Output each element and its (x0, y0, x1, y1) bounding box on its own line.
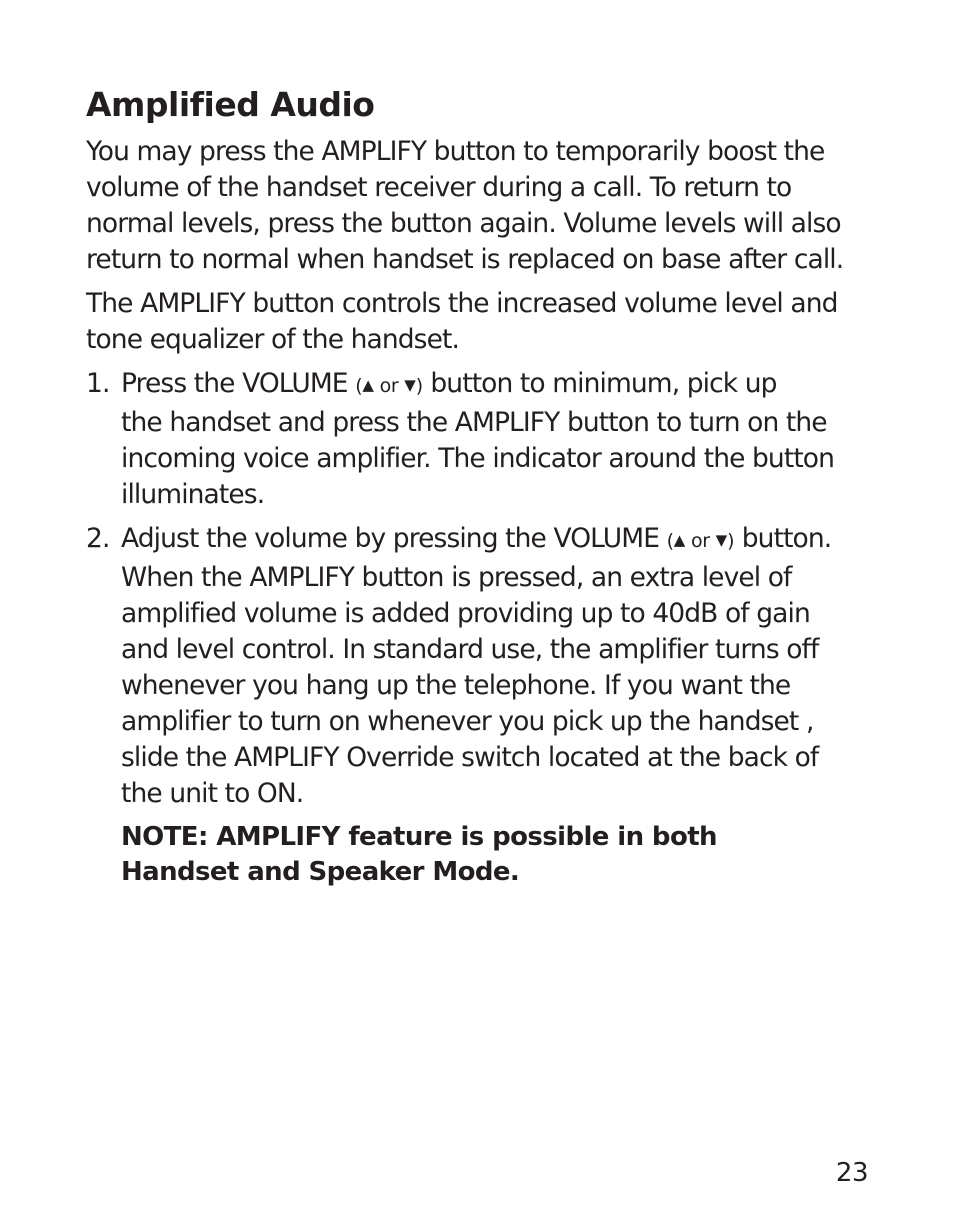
text-line: the unit to ON. (121, 778, 304, 809)
text-line: You may press the AMPLIFY button to temporarily boost the (86, 136, 825, 167)
steps-list (86, 366, 886, 812)
page-number: 23 (835, 1158, 868, 1188)
text-line: whenever you hang up the telephone. If you want the (121, 670, 791, 701)
text-line: and level control. In standard use, the amplifier turns off (121, 634, 819, 665)
text-line: the handset and press the AMPLIFY button to turn on the (121, 407, 827, 438)
volume-keys-hint: (▲ or ▼) (355, 375, 423, 397)
text-line: amplifier to turn on whenever you pick up the handset , (121, 706, 814, 737)
amplify-description-paragraph (86, 286, 886, 358)
text-line: Handset and Speaker Mode. (121, 857, 520, 887)
text-line: return to normal when handset is replaced on base after call. (86, 244, 844, 275)
up-arrow-icon: ▲ (362, 376, 374, 394)
text-line: illuminates. (121, 479, 265, 510)
text-line: The AMPLIFY button controls the increased volume level and (86, 288, 838, 319)
down-arrow-icon: ▼ (715, 531, 728, 549)
text-line: Adjust the volume by pressing the VOLUME (▲ or ▼) button. (121, 523, 832, 554)
section-heading: Amplified Audio (86, 85, 375, 124)
up-arrow-icon: ▲ (673, 531, 686, 549)
text-line: normal levels, press the button again. Volume levels will also (86, 208, 841, 239)
intro-paragraph (86, 134, 886, 278)
text-line: volume of the handset receiver during a call. To return to (86, 172, 792, 203)
text-line: When the AMPLIFY button is pressed, an extra level of (121, 562, 792, 593)
text-line: Press the VOLUME (▲ or ▼) button to minimum, pick up (121, 368, 777, 399)
text-line: incoming voice amplifier. The indicator around the button (121, 443, 835, 474)
manual-page (86, 84, 886, 890)
down-arrow-icon: ▼ (404, 376, 416, 394)
text-line: NOTE: AMPLIFY feature is possible in both (121, 822, 717, 852)
step-number: 1. (86, 368, 110, 399)
step-2 (86, 521, 886, 812)
step-1 (86, 366, 886, 513)
text-line: tone equalizer of the handset. (86, 324, 459, 355)
text-line: slide the AMPLIFY Override switch located at the back of (121, 742, 819, 773)
step-number: 2. (86, 523, 110, 554)
note (86, 820, 886, 890)
volume-keys-hint: (▲ or ▼) (666, 530, 735, 552)
text-line: amplified volume is added providing up to 40dB of gain (121, 598, 810, 629)
